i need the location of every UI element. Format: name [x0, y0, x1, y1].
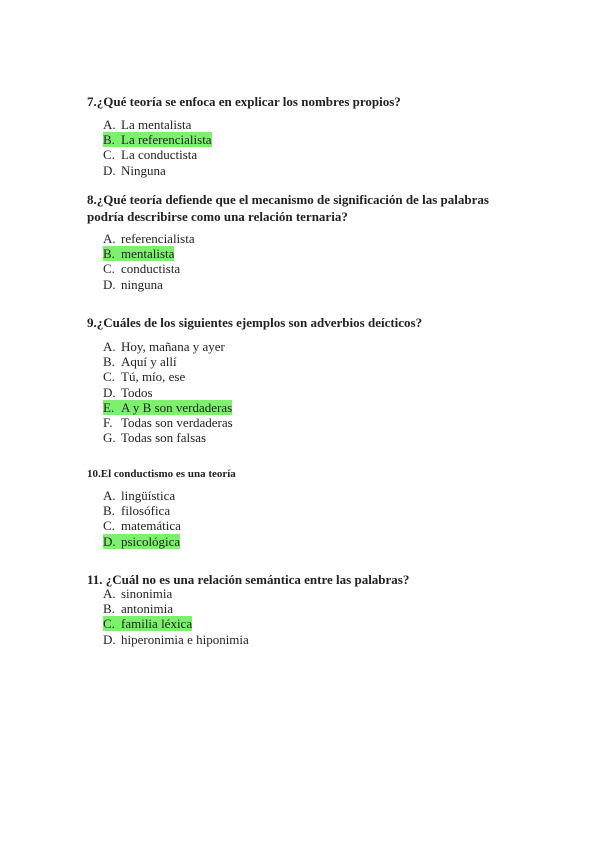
question-8-options — [103, 231, 195, 292]
option-letter: C. — [103, 518, 115, 534]
option-highlight — [103, 616, 192, 631]
option-letter: B. — [103, 503, 115, 519]
option-text: Todas son verdaderas — [121, 414, 233, 430]
option[interactable] — [103, 277, 195, 292]
option-letter: B. — [103, 132, 115, 148]
option-highlight — [103, 415, 233, 430]
option-highlight — [103, 163, 166, 178]
option-highlight — [103, 632, 249, 647]
option-text: filosófica — [121, 503, 171, 519]
option-text: La conductista — [121, 147, 198, 163]
option-letter: A. — [103, 339, 116, 354]
question-8-title: 8.¿Qué teoría defiende que el mecanismo de significación de las palabras podría describirse como una relación ternaria? — [87, 192, 489, 224]
option[interactable] — [103, 518, 181, 533]
question-10-options — [103, 488, 181, 549]
option-text: mentalista — [121, 246, 175, 262]
option-letter: B. — [103, 601, 115, 617]
option-letter: A. — [103, 586, 116, 601]
option-letter: C. — [103, 261, 115, 277]
question-11-title: 11. ¿Cuál no es una relación semántica entre las palabras? — [87, 572, 410, 587]
option-highlight — [103, 488, 175, 503]
option[interactable] — [103, 586, 249, 601]
option-text: sinonimia — [121, 586, 173, 601]
option-highlight — [103, 503, 170, 518]
option-text: matemática — [121, 518, 181, 534]
option-highlight — [103, 354, 177, 369]
option-highlight — [103, 132, 212, 147]
option[interactable] — [103, 147, 212, 162]
question-9-title: 9.¿Cuáles de los siguientes ejemplos son adverbios deícticos? — [87, 315, 423, 330]
option-highlight — [103, 246, 174, 261]
option-highlight — [103, 534, 180, 549]
option-text: conductista — [121, 261, 181, 277]
option-letter: C. — [103, 369, 115, 385]
option[interactable] — [103, 339, 233, 354]
option-text: Ninguna — [121, 162, 166, 178]
option-letter: B. — [103, 246, 115, 262]
option-highlight — [103, 385, 153, 400]
option-text: A y B son verdaderas — [121, 399, 233, 415]
option[interactable] — [103, 354, 233, 369]
option-text: psicológica — [121, 533, 181, 549]
option[interactable] — [103, 261, 195, 276]
option-letter: A. — [103, 231, 116, 246]
question-9-options — [103, 339, 233, 445]
option-letter: F. — [103, 414, 113, 430]
option-highlight — [103, 147, 197, 162]
option-letter: D. — [103, 631, 116, 647]
option-text: referencialista — [121, 231, 195, 246]
option-highlight — [103, 601, 173, 616]
option[interactable] — [103, 534, 181, 549]
option-letter: B. — [103, 354, 115, 370]
option-text: Tú, mío, ese — [121, 369, 186, 385]
option-text: antonimia — [121, 601, 173, 617]
option-text: Todas son falsas — [121, 430, 207, 446]
option[interactable] — [103, 231, 195, 246]
option-letter: D. — [103, 276, 116, 292]
question-10-title: 10.El conductismo es una teoría — [87, 468, 236, 480]
option[interactable] — [103, 415, 233, 430]
option-letter: G. — [103, 430, 116, 446]
option[interactable] — [103, 132, 212, 147]
option-letter: E. — [103, 399, 115, 415]
option-highlight — [103, 586, 172, 601]
question-11-options — [103, 586, 249, 647]
option[interactable] — [103, 385, 233, 400]
question-7-options — [103, 117, 212, 178]
option[interactable] — [103, 369, 233, 384]
option[interactable] — [103, 616, 249, 631]
option[interactable] — [103, 400, 233, 415]
option-highlight — [103, 369, 185, 384]
option-text: ninguna — [121, 276, 163, 292]
option-letter: A. — [103, 117, 116, 132]
option-text: hiperonimia e hiponimia — [121, 631, 249, 647]
option-letter: D. — [103, 533, 116, 549]
option-text: lingüística — [121, 488, 176, 503]
option[interactable] — [103, 246, 195, 261]
option-letter: D. — [103, 384, 116, 400]
option-highlight — [103, 261, 180, 276]
option-text: Todos — [121, 384, 153, 400]
option-highlight — [103, 277, 163, 292]
option[interactable] — [103, 117, 212, 132]
option[interactable] — [103, 488, 181, 503]
option-highlight — [103, 400, 232, 415]
option[interactable] — [103, 632, 249, 647]
option-text: La mentalista — [121, 117, 192, 132]
option-letter: D. — [103, 162, 116, 178]
option-text: familia léxica — [121, 616, 193, 632]
option-text: Hoy, mañana y ayer — [121, 339, 225, 354]
option-highlight — [103, 430, 206, 445]
option-highlight — [103, 339, 225, 354]
option-text: Aquí y allí — [121, 354, 177, 370]
question-7-title: 7.¿Qué teoría se enfoca en explicar los nombres propios? — [87, 94, 401, 109]
option[interactable] — [103, 601, 249, 616]
option-highlight — [103, 117, 191, 132]
option-highlight — [103, 518, 181, 533]
option-highlight — [103, 231, 195, 246]
option[interactable] — [103, 430, 233, 445]
option-letter: C. — [103, 147, 115, 163]
option[interactable] — [103, 163, 212, 178]
option-letter: C. — [103, 616, 115, 632]
option-letter: A. — [103, 488, 116, 503]
option-text: La referencialista — [121, 132, 212, 148]
option[interactable] — [103, 503, 181, 518]
